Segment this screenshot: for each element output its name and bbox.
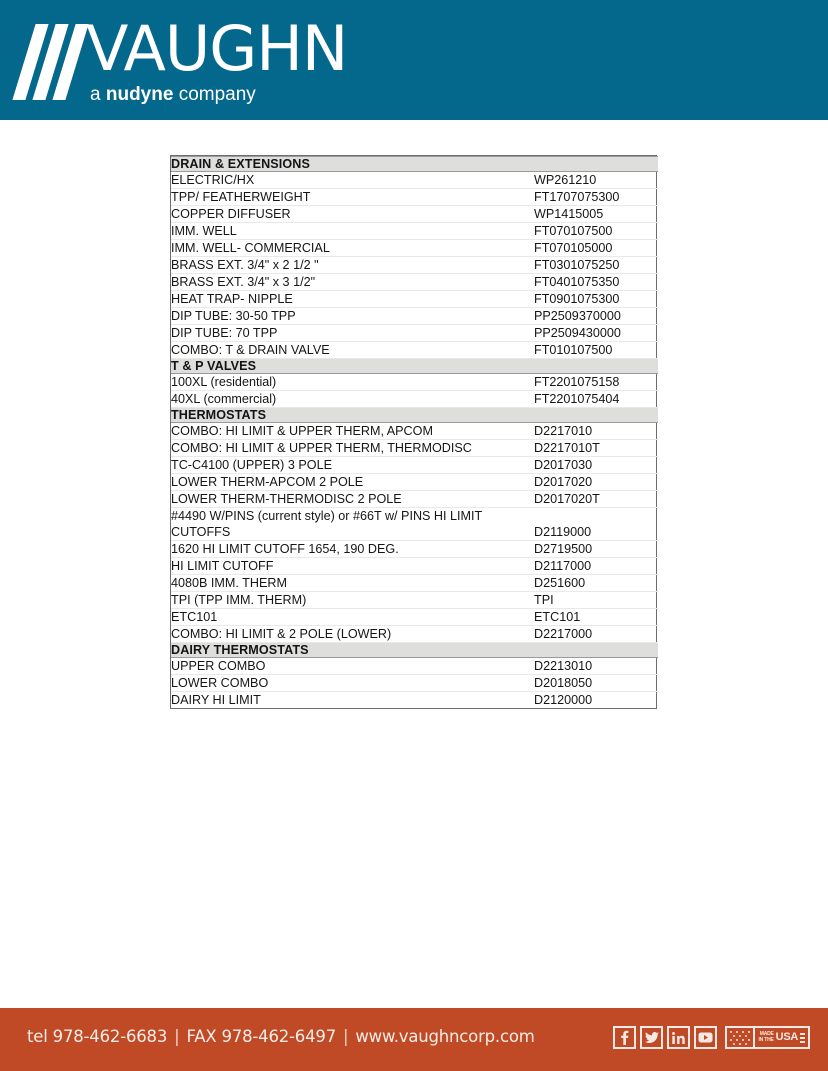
table-row	[171, 391, 658, 408]
part-number: D2217000	[534, 626, 658, 643]
table-row	[171, 374, 658, 391]
part-description: BRASS EXT. 3/4" x 3 1/2"	[171, 274, 534, 291]
part-number: WP261210	[534, 172, 658, 189]
brand-wordmark: VAUGHN	[86, 12, 348, 85]
facebook-icon[interactable]	[613, 1026, 636, 1049]
part-number: D2119000	[534, 508, 658, 541]
part-description: 40XL (commercial)	[171, 391, 534, 408]
parts-table	[170, 155, 657, 709]
part-description: #4490 W/PINS (current style) or #66T w/ PINS HI LIMIT CUTOFFS	[171, 508, 534, 541]
linkedin-icon[interactable]	[667, 1026, 690, 1049]
table-row	[171, 342, 658, 359]
part-number: D2017020T	[534, 491, 658, 508]
part-number: TPI	[534, 592, 658, 609]
page-header	[0, 0, 828, 120]
part-description: TPI (TPP IMM. THERM)	[171, 592, 534, 609]
page-footer	[0, 1008, 828, 1071]
parts-table-grid	[171, 156, 658, 708]
part-description: COPPER DIFFUSER	[171, 206, 534, 223]
part-number: FT0301075250	[534, 257, 658, 274]
part-description: TPP/ FEATHERWEIGHT	[171, 189, 534, 206]
table-row	[171, 291, 658, 308]
table-row	[171, 609, 658, 626]
part-number: FT2201075158	[534, 374, 658, 391]
footer-separator-2: |	[343, 1027, 349, 1046]
table-row	[171, 274, 658, 291]
part-number: FT2201075404	[534, 391, 658, 408]
part-description: COMBO: T & DRAIN VALVE	[171, 342, 534, 359]
part-description: 100XL (residential)	[171, 374, 534, 391]
footer-social-links	[613, 1026, 810, 1049]
part-number: D2217010T	[534, 440, 658, 457]
part-number: FT010107500	[534, 342, 658, 359]
table-row	[171, 692, 658, 709]
footer-contact-info	[27, 1027, 535, 1046]
part-number: D251600	[534, 575, 658, 592]
part-description: BRASS EXT. 3/4" x 2 1/2 "	[171, 257, 534, 274]
tagline-bold: nudyne	[105, 84, 174, 105]
tagline-prefix: a	[90, 84, 106, 105]
made-in-usa-badge	[725, 1026, 810, 1049]
table-row	[171, 189, 658, 206]
part-number: D2120000	[534, 693, 593, 707]
part-description: COMBO: HI LIMIT & UPPER THERM, THERMODISC	[171, 440, 534, 457]
table-row	[171, 457, 658, 474]
part-number: FT1707075300	[534, 189, 658, 206]
part-number: PP2509430000	[534, 325, 658, 342]
part-description: UPPER COMBO	[171, 658, 534, 675]
table-row	[171, 223, 658, 240]
part-description: DAIRY HI LIMIT	[171, 693, 261, 707]
part-description: DIP TUBE: 70 TPP	[171, 325, 534, 342]
usa-word-text: USA	[775, 1031, 798, 1043]
part-description: LOWER THERM-APCOM 2 POLE	[171, 474, 534, 491]
table-row	[171, 658, 658, 675]
youtube-icon[interactable]	[694, 1026, 717, 1049]
usa-flag-stars	[727, 1028, 755, 1047]
usa-flag-stripes	[800, 1033, 805, 1043]
usa-made-line2: IN THE	[758, 1036, 774, 1043]
usa-made-line1: MADE	[759, 1031, 774, 1037]
usa-made-text	[758, 1032, 773, 1043]
part-description: DIP TUBE: 30-50 TPP	[171, 308, 534, 325]
section-header-row	[171, 408, 658, 423]
part-description: 4080B IMM. THERM	[171, 575, 534, 592]
usa-flag-label	[755, 1028, 808, 1047]
part-description: 1620 HI LIMIT CUTOFF 1654, 190 DEG.	[171, 541, 534, 558]
tagline-suffix: company	[173, 84, 256, 105]
vaughn-logo	[22, 12, 348, 106]
part-description: ETC101	[171, 609, 534, 626]
part-description: COMBO: HI LIMIT & 2 POLE (LOWER)	[171, 626, 534, 643]
table-row	[171, 541, 658, 558]
part-number: FT070107500	[534, 223, 658, 240]
part-description: HI LIMIT CUTOFF	[171, 558, 534, 575]
section-title: DRAIN & EXTENSIONS	[171, 157, 658, 172]
section-header-row	[171, 359, 658, 374]
table-row	[171, 575, 658, 592]
table-row	[171, 592, 658, 609]
table-row	[171, 491, 658, 508]
table-row	[171, 626, 658, 643]
footer-tel: tel 978-462-6683	[27, 1027, 168, 1046]
table-row	[171, 675, 658, 692]
logo-bars-icon	[22, 24, 90, 99]
part-number: D2213010	[534, 658, 658, 675]
part-number: ETC101	[534, 609, 658, 626]
table-row	[171, 440, 658, 457]
part-number: D2217010	[534, 423, 658, 440]
part-number: PP2509370000	[534, 308, 658, 325]
part-description: COMBO: HI LIMIT & UPPER THERM, APCOM	[171, 423, 534, 440]
footer-fax: FAX 978-462-6497	[186, 1027, 336, 1046]
part-number: FT0401075350	[534, 274, 658, 291]
table-row	[171, 423, 658, 440]
section-title: T & P VALVES	[171, 359, 658, 374]
table-row	[171, 474, 658, 491]
part-number: FT070105000	[534, 240, 658, 257]
part-description: HEAT TRAP- NIPPLE	[171, 291, 534, 308]
table-row	[171, 257, 658, 274]
part-number: D2117000	[534, 558, 658, 575]
part-number: FT0901075300	[534, 291, 658, 308]
part-number: D2017020	[534, 474, 658, 491]
table-row	[171, 325, 658, 342]
part-description: TC-C4100 (UPPER) 3 POLE	[171, 457, 534, 474]
section-title: THERMOSTATS	[171, 408, 658, 423]
table-row	[171, 508, 658, 541]
section-header-row	[171, 643, 658, 658]
twitter-icon[interactable]	[640, 1026, 663, 1049]
table-row	[171, 558, 658, 575]
part-description: ELECTRIC/HX	[171, 172, 534, 189]
section-header-row	[171, 157, 658, 172]
table-row	[171, 308, 658, 325]
part-number: WP1415005	[534, 206, 658, 223]
footer-website[interactable]: www.vaughncorp.com	[355, 1027, 535, 1046]
part-description: IMM. WELL	[171, 223, 534, 240]
table-row	[171, 240, 658, 257]
table-row	[171, 206, 658, 223]
part-description: LOWER COMBO	[171, 675, 534, 692]
part-number: D2719500	[534, 541, 658, 558]
section-title: DAIRY THERMOSTATS	[171, 643, 658, 658]
part-number: D2017030	[534, 457, 658, 474]
footer-separator-1: |	[174, 1027, 180, 1046]
table-row	[171, 172, 658, 189]
brand-tagline	[90, 84, 347, 106]
part-number: D2018050	[534, 675, 658, 692]
part-description: IMM. WELL- COMMERCIAL	[171, 240, 534, 257]
part-description: LOWER THERM-THERMODISC 2 POLE	[171, 491, 534, 508]
